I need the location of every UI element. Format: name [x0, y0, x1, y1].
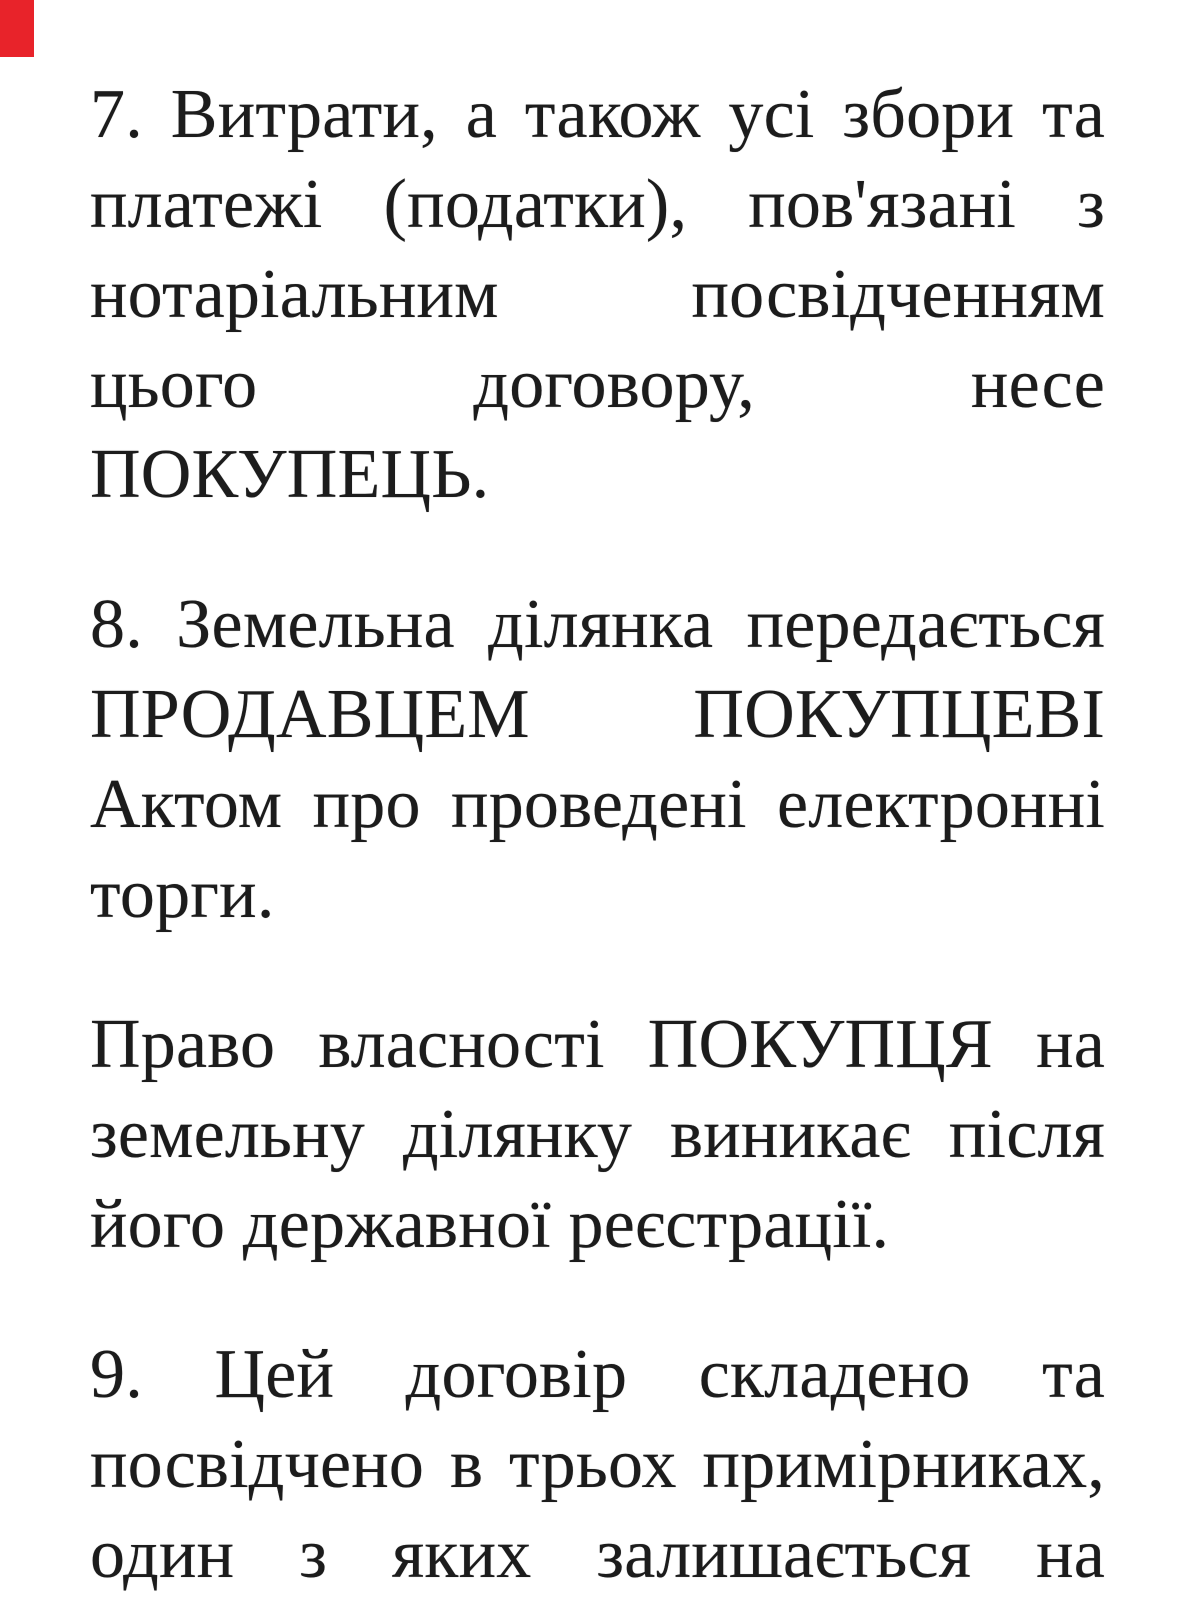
- text-line: його державної реєстрації.: [90, 1186, 890, 1263]
- text-line: 9. Цей договір складено та: [90, 1336, 1105, 1413]
- text-line: Актом про проведені електронні: [90, 766, 1105, 843]
- paragraph-clause-8-ownership: [90, 1000, 1105, 1270]
- text-line: один з яких залишається на: [90, 1516, 1105, 1593]
- text-line: нотаріальним посвідченням: [90, 256, 1105, 333]
- red-corner-mark: [0, 0, 34, 57]
- text-line: посвідчено в трьох примірниках,: [90, 1426, 1105, 1503]
- text-line: цього договору, несе: [90, 346, 1105, 423]
- paragraph-clause-9: [90, 1330, 1105, 1600]
- text-line: земельну ділянку виникає після: [90, 1096, 1105, 1173]
- paragraph-clause-7: [90, 70, 1105, 520]
- text-line: 7. Витрати, а також усі збори та: [90, 76, 1105, 153]
- text-line: ПОКУПЕЦЬ.: [90, 436, 490, 513]
- text-line: 8. Земельна ділянка передається: [90, 586, 1105, 663]
- text-line: ПРОДАВЦЕМ ПОКУПЦЕВІ: [90, 676, 1105, 753]
- text-line: платежі (податки), пов'язані з: [90, 166, 1105, 243]
- text-line: торги.: [90, 856, 275, 933]
- paragraph-clause-8: [90, 580, 1105, 940]
- text-line: Право власності ПОКУПЦЯ на: [90, 1006, 1105, 1083]
